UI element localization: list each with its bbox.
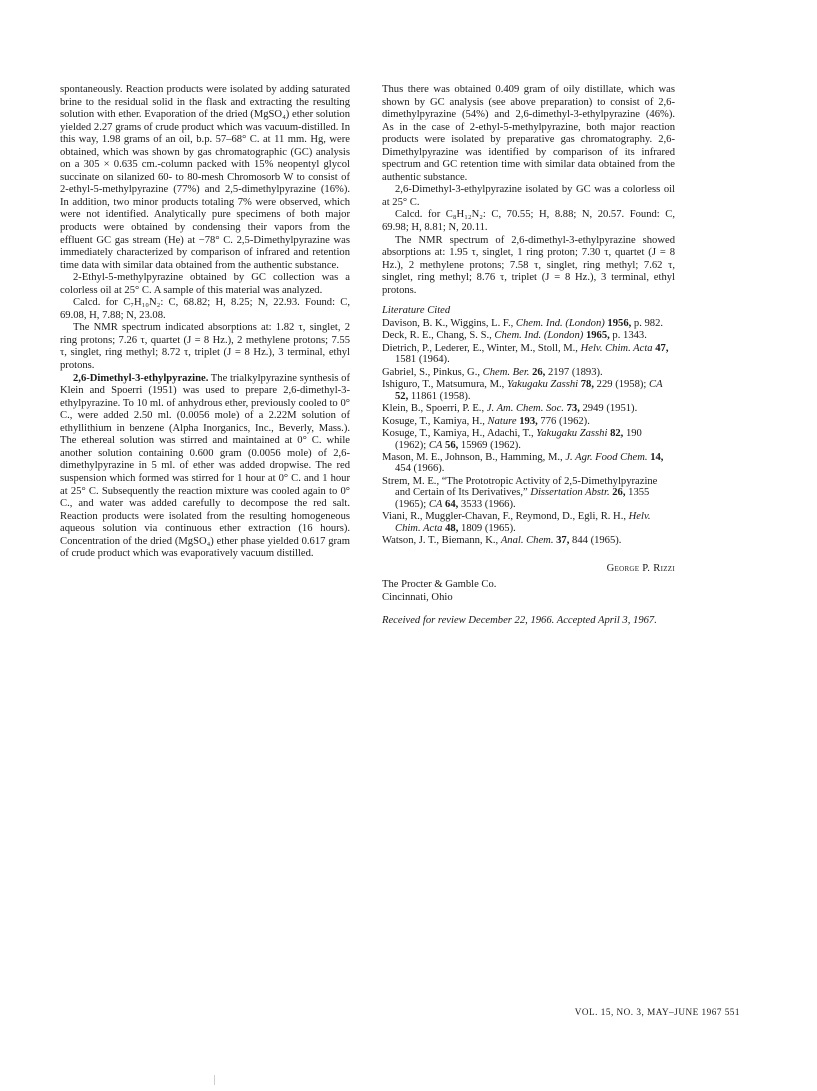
reference-journal: Anal. Chem. xyxy=(500,535,554,547)
reference-authors: Watson, J. T., Biemann, K., xyxy=(382,535,501,547)
reference-authors: Mason, M. E., Johnson, B., Hamming, M., xyxy=(382,452,566,464)
reference-rest: 2949 (1951). xyxy=(579,403,638,415)
reference-journal: J. Agr. Food Chem. xyxy=(565,452,648,464)
left-column xyxy=(60,84,350,561)
reference-rest: p. 982. xyxy=(631,317,664,329)
left-paragraph-1: spontaneously. Reaction products were isolated by adding saturated brine to the residual solid in the flask and extracting the resulting solution with ether. Evaporation of the dried (MgSO₄) ether solution yielded 2.27 grams of crude product which was vacuum-distilled. In this way, 1.98 grams of an oil, b.p. 57–68° C. at 11 mm. Hg, were obtained, which was shown by gas chromatographic (GC) analysis on a 305 × 0.635 cm.-column packed with 15% neopentyl glycol succinate on silanized 60- to 80-mesh Chromosorb W to consist of 2-ethyl-5-methylpyrazine (77%) and 2,5-dimethylpyrazine (16%). In addition, two minor products totaling 7% were observed, which were not identified. Analytically pure specimens of both major products were obtained by condensing their vapors from the effluent GC gas stream (He) at −78° C. 2,5-Dimethylpyrazine was immediately characterized by comparison of infrared and retention time data with similar data obtained from the authentic substance. xyxy=(60,84,350,271)
reference-authors: Davison, B. K., Wiggins, L. F., xyxy=(382,317,516,329)
reference-vol: 193, xyxy=(516,415,538,427)
reference-journal: Yakugaku Zasshi xyxy=(506,379,579,391)
reference-journal: Chem. Ind. (London) xyxy=(494,330,584,342)
reference-authors: Strem, M. E., “The Prototropic Activity of 2,5-Dimethylpyrazine and Certain of Its Derivatives,” xyxy=(382,475,658,499)
reference-authors: Klein, B., Spoerri, P. E., xyxy=(382,403,487,415)
reference-rest2: 15969 (1962). xyxy=(458,439,521,451)
right-nmr-paragraph: The NMR spectrum of 2,6-dimethyl-3-ethylpyrazine showed absorptions at: 1.95 τ, singlet, 1 ring proton; 7.30 τ, quartet (J = 8 Hz.), 2 methylene protons; 7.58 τ, singlet, ring methyl; 7.62 τ, singlet, ring methyl; 8.76 τ, triplet (J = 8 Hz.), 3 terminal, ethyl protons. xyxy=(382,234,675,296)
reference-vol: 37, xyxy=(553,535,570,547)
reference-item xyxy=(382,416,675,427)
reference-item xyxy=(382,330,675,341)
literature-cited-heading: Literature Cited xyxy=(382,305,451,317)
reference-authors: Deck, R. E., Chang, S. S., xyxy=(382,330,495,342)
reference-rest: 229 (1958); xyxy=(594,379,650,391)
reference-journal: Yakugaku Zasshi xyxy=(536,428,608,440)
left-paragraph-5 xyxy=(60,373,350,561)
right-analysis: Calcd. for C₈H₁₂N₂: C, 70.55; H, 8.88; N, 20.57. Found: C, 69.98; H, 8.81; N, 20.11. xyxy=(382,209,675,234)
left-paragraph-2: 2-Ethyl-5-methylpyrazine obtained by GC collection was a colorless oil at 25° C. A sample of this material was analyzed. xyxy=(60,272,350,296)
reference-item xyxy=(382,511,675,534)
reference-rest2: 11861 (1958). xyxy=(408,390,471,402)
reference-list xyxy=(382,318,675,547)
reference-rest: 2197 (1893). xyxy=(545,366,603,378)
reference-vol: 73, xyxy=(563,403,580,415)
reference-journal: Helv. Chim. Acta xyxy=(580,342,653,354)
reference-item xyxy=(382,476,675,510)
reference-item xyxy=(382,452,675,475)
reference-rest: 1581 (1964). xyxy=(395,354,450,366)
reference-rest: 1809 (1965). xyxy=(458,522,516,534)
reference-rest: 844 (1965). xyxy=(569,535,622,547)
reference-vol2: 64, xyxy=(442,498,459,510)
reference-vol: 48, xyxy=(442,522,459,534)
reference-authors: Dietrich, P., Lederer, E., Winter, M., Stoll, M., xyxy=(382,342,581,354)
reference-vol: 1965, xyxy=(583,330,610,342)
right-column xyxy=(382,84,675,628)
section-heading-dimethylethylpyrazine: 2,6-Dimethyl-3-ethylpyrazine. xyxy=(73,372,209,384)
reference-journal: Chem. Ber. xyxy=(482,366,530,378)
reference-authors: Gabriel, S., Pinkus, G., xyxy=(382,366,483,378)
reference-item xyxy=(382,343,675,366)
right-paragraph-2: 2,6-Dimethyl-3-ethylpyrazine isolated by GC was a colorless oil at 25° C. xyxy=(382,184,675,208)
reference-vol: 14, xyxy=(647,452,664,464)
scan-artifact xyxy=(214,1075,215,1085)
reference-journal: Dissertation Abstr. xyxy=(530,487,610,499)
reference-journal: Nature xyxy=(487,415,517,427)
reference-journal: Helv. Chim. Acta xyxy=(395,511,651,534)
page-footer: VOL. 15, NO. 3, MAY–JUNE 1967 551 xyxy=(574,1007,740,1017)
reference-vol2: 56, xyxy=(442,439,459,451)
left-nmr-paragraph: The NMR spectrum indicated absorptions at: 1.82 τ, singlet, 2 ring protons; 7.26 τ, quartet (J = 8 Hz.), 2 methylene protons; 7.55 τ, singlet, ring methyl; 8.72 τ, triplet (J = 8 Hz.), 3 terminal, ethyl protons. xyxy=(60,322,350,372)
reference-rest: p. 1343. xyxy=(609,330,647,342)
reference-item xyxy=(382,535,675,546)
reference-journal: Chem. Ind. (London) xyxy=(515,317,605,329)
affiliation-line-2: Cincinnati, Ohio xyxy=(382,591,453,603)
reference-journal2: CA xyxy=(428,498,443,510)
reference-rest2: 3533 (1966). xyxy=(458,498,516,510)
reference-vol: 26, xyxy=(609,487,626,499)
reference-item xyxy=(382,318,675,329)
reference-rest: 776 (1962). xyxy=(537,415,590,427)
reference-authors: Kosuge, T., Kamiya, H., Adachi, T., xyxy=(382,428,537,440)
right-paragraph-1: Thus there was obtained 0.409 gram of oily distillate, which was shown by GC analysis (see above preparation) to consist of 2,6-dimethylpyrazine (54%) and 2,6-dimethyl-3-ethylpyrazine (46%). As in the case of 2-ethyl-5-methylpyrazine, both major reaction products were isolated by preparative gas chromatography. 2,6-Dimethylpyrazine was identified by comparison of its infrared spectrum and GC retention time with similar data obtained from the authentic substance. xyxy=(382,84,675,183)
reference-rest: 1355 (1965); xyxy=(395,487,650,510)
reference-rest: 190 (1962); xyxy=(395,428,642,451)
left-paragraph-5-body: The trialkylpyrazine synthesis of Klein and Spoerri (1951) was used to prepare 2,6-dimethyl-3-ethylpyrazine. To 10 ml. of anhydrous ether, previously cooled to 0° C., were added 2.50 ml. (0.0056 mole) of a 2.22M solution of ethyllithium in benzene (Alpha Inorganics, Inc., Beverly, Mass.). The ethereal solution was stirred and maintained at 0° C. while another solution containing 0.600 gram (0.0056 mole) of 2,6-dimethylpyrazine in 5 ml. of ether was added dropwise. The red suspension which formed was stirred for 1 hour at 0° C. and 1 hour at 25° C. Subsequently the reaction mixture was cooled again to 0° C., and water was added carefully to decompose the red salt. Reaction products were isolated from the resulting homogeneous aqueous solution via continuous ether extraction (16 hours). Concentration of the dried (MgSO₄) ether phase yielded 0.617 gram of crude product which was evaporatively vacuum distilled. xyxy=(60,372,350,560)
reference-item xyxy=(382,379,675,402)
reference-vol2: 52, xyxy=(395,390,409,402)
author-name: George P. Rizzi xyxy=(606,562,675,574)
reference-vol: 47, xyxy=(652,342,669,354)
reference-item xyxy=(382,367,675,378)
reference-authors: Viani, R., Muggler-Chavan, F., Reymond, D., Egli, R. H., xyxy=(382,511,629,523)
received-accepted-dates: Received for review December 22, 1966. Accepted April 3, 1967. xyxy=(382,615,657,627)
reference-rest: 454 (1966). xyxy=(395,463,445,475)
reference-vol: 78, xyxy=(578,379,594,391)
reference-vol: 26, xyxy=(529,366,546,378)
reference-journal2: CA xyxy=(428,439,443,451)
reference-item xyxy=(382,428,675,451)
reference-vol: 1956, xyxy=(604,317,632,329)
reference-authors: Kosuge, T., Kamiya, H., xyxy=(382,415,488,427)
reference-item xyxy=(382,403,675,414)
left-analysis: Calcd. for C₇H₁₀N₂: C, 68.82; H, 8.25; N, 22.93. Found: C, 69.08, H, 7.88; N, 23.08. xyxy=(60,297,350,321)
reference-vol: 82, xyxy=(607,428,624,440)
reference-journal: J. Am. Chem. Soc. xyxy=(486,403,564,415)
reference-journal2: CA xyxy=(649,379,663,391)
affiliation-line-1: The Procter & Gamble Co. xyxy=(382,579,497,591)
reference-authors: Ishiguro, T., Matsumura, M., xyxy=(382,379,507,391)
